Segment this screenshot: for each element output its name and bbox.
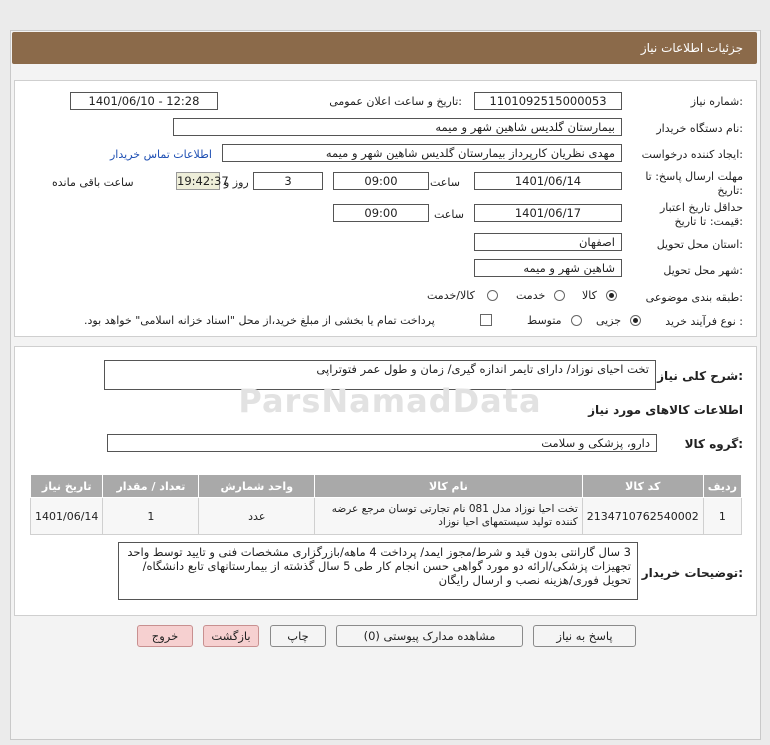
col-name: نام کالا [315, 475, 583, 498]
validity-label-1: حداقل تاریخ اعتبار [659, 201, 743, 214]
province-field: اصفهان [474, 233, 622, 251]
process-radio-minor[interactable] [630, 315, 641, 326]
reply-button[interactable]: پاسخ به نیاز [533, 625, 636, 647]
page-title: جزئیات اطلاعات نیاز [640, 41, 743, 55]
process-option-medium: متوسط [527, 314, 562, 327]
notes-label: توضیحات خریدار: [641, 566, 743, 580]
process-radio-medium[interactable] [571, 315, 582, 326]
cell-row: 1 [703, 498, 741, 535]
days-label: روز و [224, 176, 249, 189]
category-option-service: خدمت [516, 289, 546, 302]
deadline-time-label: ساعت [430, 176, 460, 189]
validity-date-field: 1401/06/17 [474, 204, 622, 222]
cell-date: 1401/06/14 [31, 498, 103, 535]
days-field: 3 [253, 172, 323, 190]
category-radio-service[interactable] [554, 290, 565, 301]
process-option-minor: جزیی [596, 314, 622, 327]
contact-buyer-link[interactable]: اطلاعات تماس خریدار [110, 148, 212, 161]
goods-group-field: دارو، پزشکی و سلامت [107, 434, 657, 452]
announce-label: تاریخ و ساعت اعلان عمومی: [329, 95, 462, 108]
col-row: ردیف [703, 475, 741, 498]
remaining-label: ساعت باقی مانده [52, 176, 134, 189]
table-row [31, 498, 742, 535]
title-bar [12, 32, 757, 64]
validity-label-2: قیمت: تا تاریخ: [674, 215, 743, 228]
cell-qty: 1 [103, 498, 199, 535]
remaining-time-field: 19:42:37 [177, 174, 229, 188]
category-radio-both[interactable] [487, 290, 498, 301]
watermark: ParsNamadData [238, 382, 542, 420]
col-unit: واحد شمارش [199, 475, 315, 498]
validity-time-field: 09:00 [333, 204, 429, 222]
description-label: شرح کلی نیاز: [657, 369, 743, 383]
city-label: شهر محل تحویل: [663, 264, 743, 277]
description-field: تخت احیای نوزاد/ دارای تایمر اندازه گیری/ زمان و طول عمر فتوتراپی [104, 360, 656, 390]
notes-field: 3 سال گارانتی بدون قید و شرط/مجوز ایمد/ پرداخت 4 ماهه/بازرگزاری مشخصات فنی و تایید توسط واحد تجهیزات پزشکی/ارائه دو مورد گواهی حسن انجام کار طی 5 سال گذشته از بیمارستانهای تابع دانشگاه/تحویل فوری/هزینه نصب و ارسال رایگان [118, 542, 638, 600]
deadline-label-2: تاریخ: [717, 184, 743, 197]
deadline-date-field: 1401/06/14 [474, 172, 622, 190]
payment-checkbox[interactable] [480, 314, 492, 326]
creator-field: مهدی نظریان کارپرداز بیمارستان گلدیس شاهین شهر و میمه [222, 144, 622, 162]
category-option-goods: کالا [582, 289, 597, 302]
category-label: طبقه بندی موضوعی: [645, 291, 743, 304]
category-option-both: کالا/خدمت [427, 289, 475, 302]
province-label: استان محل تحویل: [656, 238, 743, 251]
creator-label: ایجاد کننده درخواست: [641, 148, 743, 161]
back-button[interactable]: بازگشت [203, 625, 259, 647]
buyer-label: نام دستگاه خریدار: [656, 122, 743, 135]
cell-unit: عدد [199, 498, 315, 535]
payment-note: پرداخت تمام یا بخشی از مبلغ خرید،از محل "اسناد خزانه اسلامی" خواهد بود. [84, 314, 435, 327]
need-number-label: شماره نیاز: [690, 95, 743, 108]
need-number-field: 1101092515000053 [474, 92, 622, 110]
deadline-time-field: 09:00 [333, 172, 429, 190]
attachments-button[interactable]: مشاهده مدارک پیوستی (0) [336, 625, 523, 647]
announce-field: 1401/06/10 - 12:28 [70, 92, 218, 110]
buyer-field: بیمارستان گلدیس شاهین شهر و میمه [173, 118, 622, 136]
col-code: کد کالا [582, 475, 703, 498]
validity-time-label: ساعت [434, 208, 464, 221]
cell-name: تخت احیا نوزاد مدل 081 نام تجارتی توسان مرجع عرضه کننده تولید سیستمهای احیا نوزاد [315, 498, 583, 535]
process-label: نوع فرآیند خرید : [665, 315, 743, 328]
col-date: تاریخ نیاز [31, 475, 103, 498]
goods-section-title: اطلاعات کالاهای مورد نیاز [588, 403, 743, 417]
cell-code: 2134710762540002 [582, 498, 703, 535]
goods-group-label: گروه کالا: [684, 437, 743, 451]
exit-button[interactable]: خروج [137, 625, 193, 647]
goods-table [30, 474, 742, 535]
category-radio-goods[interactable] [606, 290, 617, 301]
col-qty: تعداد / مقدار [103, 475, 199, 498]
print-button[interactable]: چاپ [270, 625, 326, 647]
city-field: شاهین شهر و میمه [474, 259, 622, 277]
deadline-label-1: مهلت ارسال پاسخ: تا [645, 170, 743, 183]
